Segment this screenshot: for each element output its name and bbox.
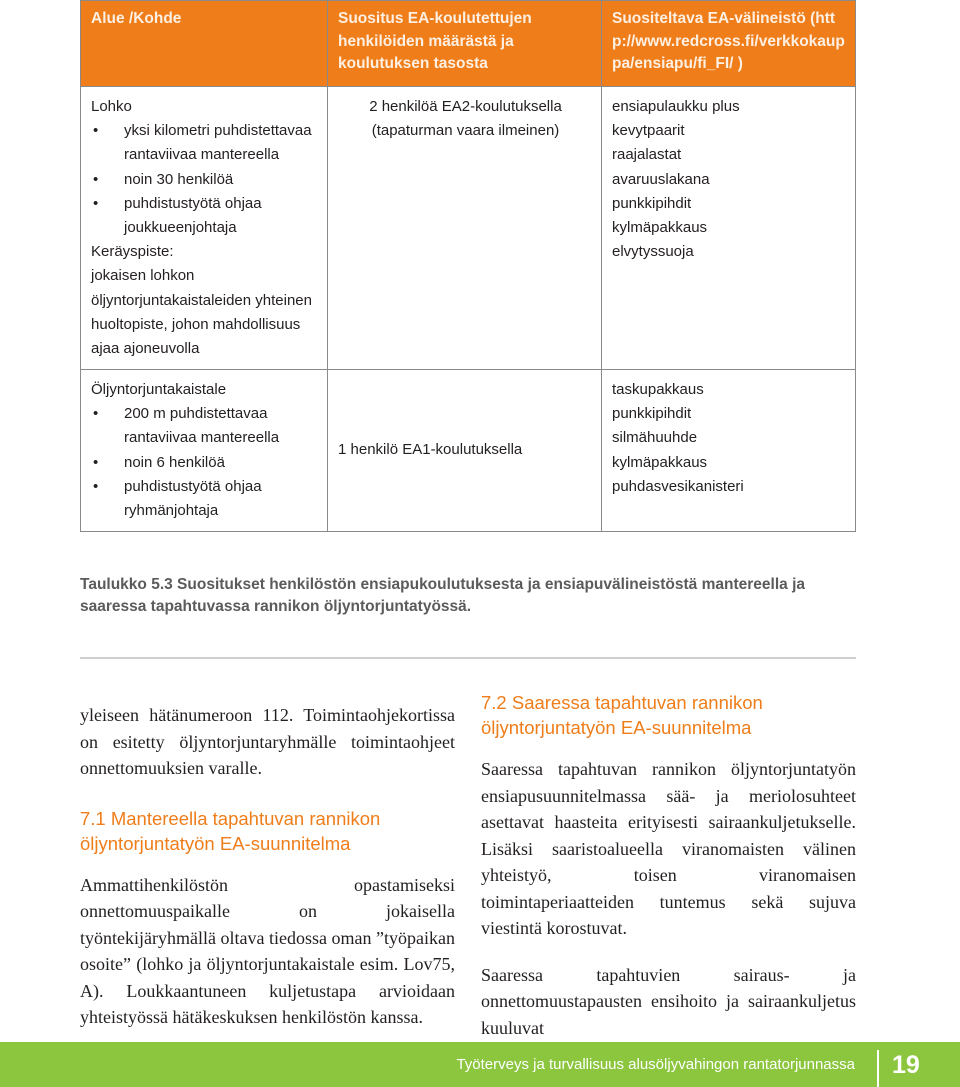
row2-area-title: Öljyntorjuntakaistale: [91, 381, 227, 398]
row1-area: [80, 86, 328, 370]
left-intro: yleiseen hätänumeroon 112. Toimintaohjekortissa on esitetty öljyntorjuntaryhmälle toimintaohjeet onnettomuuksien varalle.: [80, 705, 455, 778]
row1-staff-text: 2 henkilöä EA2-koulutuksella (tapaturman vaara ilmeinen): [369, 98, 562, 140]
row1-staff: [327, 86, 602, 370]
equipment-item: puhdasvesikanisteri: [612, 477, 744, 495]
page-number: 19: [892, 1051, 920, 1079]
equipment-item: avaruuslakana: [612, 170, 710, 188]
row2-bullet: • 200 m puhdistettavaa rantaviivaa mantereella: [91, 402, 319, 450]
right-body-2: Saaressa tapahtuvien sairaus- ja onnettomuustapausten ensihoito ja sairaankuljetus kuuluvat: [481, 964, 856, 1038]
row1-bullet: • noin 30 henkilöä: [91, 168, 319, 192]
header-staff: Suositus EA-koulutettujen henkilöiden määrästä ja koulutuksen tasosta: [327, 0, 602, 87]
left-body: Ammattihenkilöstön opastamiseksi onnettomuuspaikalle on jokaisella työntekijäryhmällä oltava tiedossa oman ”työpaikan osoite” (lohko ja öljyntorjuntakaistale esim. Lov75, A). Loukkaantuneen kuljetustapa arvioidaan yhteistyössä hätäkeskuksen henkilöstön kanssa.: [80, 874, 455, 1027]
equipment-item: punkkipihdit: [612, 405, 692, 423]
row2-staff-text: 1 henkilö EA1-koulutuksella: [338, 441, 523, 459]
row2-equipment: [601, 369, 856, 532]
equipment-item: kylmäpakkaus: [612, 453, 708, 471]
header-equipment: Suositeltava EA-välineistö (http://www.redcross.fi/verkkokauppa/ensiapu/fi_FI/ ): [601, 0, 856, 87]
row1-area-title: Lohko: [91, 98, 132, 115]
equipment-item: taskupakkaus: [612, 381, 704, 398]
footer-title: Työterveys ja turvallisuus alusöljyvahingon rantatorjunnassa: [456, 1056, 855, 1073]
row1-bullet: • yksi kilometri puhdistettavaa rantaviivaa mantereella: [91, 119, 319, 167]
equipment-item: silmähuuhde: [612, 429, 698, 447]
footer-separator: [877, 1050, 879, 1087]
section-7-1-heading: 7.1 Mantereella tapahtuvan rannikon öljyntorjuntatyön EA-suunnitelma: [80, 807, 381, 854]
row1-equipment: [601, 86, 856, 370]
right-body: Saaressa tapahtuvan rannikon öljyntorjuntatyön ensiapusuunnitelmassa sää- ja meriolosuhteet asettavat haasteita erityisesti sairaankuljetukselle. Lisäksi saaristoalueella viranomaisten välinen yhteistyö, toisen viranomaisen toimintaperiaatteiden tuntemus sekä sujuva viestintä korostuvat.: [481, 759, 856, 938]
right-column: [481, 690, 856, 1041]
recommendation-table: [80, 0, 855, 531]
equipment-item: punkkipihdit: [612, 194, 692, 212]
equipment-item: elvytyssuoja: [612, 243, 694, 261]
row2-bullet: • puhdistustyötä ohjaa ryhmänjohtaja: [91, 475, 319, 523]
divider: [80, 657, 856, 659]
equipment-item: raajalastat: [612, 146, 682, 164]
row2-area: [80, 369, 328, 532]
table-caption: Taulukko 5.3 Suositukset henkilöstön ensiapukoulutuksesta ja ensiapuvälineistöstä mantereella ja saaressa tapahtuvassa rannikon öljyntorjuntatyössä.: [80, 576, 805, 615]
row1-bullet: • puhdistustyötä ohjaa joukkueenjohtaja: [91, 192, 319, 240]
row1-extra-title: Keräyspiste:: [91, 243, 174, 261]
left-column: [80, 702, 455, 1031]
header-area: Alue /Kohde: [80, 0, 328, 87]
equipment-item: ensiapulaukku plus: [612, 98, 740, 115]
footer-bar: [0, 1042, 960, 1087]
row1-extra-text: jokaisen lohkon öljyntorjuntakaistaleiden yhteinen huoltopiste, johon mahdollisuus ajaa ajoneuvolla: [91, 267, 312, 358]
row2-staff: [327, 369, 602, 532]
section-7-2-heading: 7.2 Saaressa tapahtuvan rannikon öljyntorjuntatyön EA-suunnitelma: [481, 692, 763, 738]
equipment-item: kevytpaarit: [612, 122, 685, 140]
row2-bullet: • noin 6 henkilöä: [91, 451, 319, 475]
equipment-item: kylmäpakkaus: [612, 219, 708, 237]
